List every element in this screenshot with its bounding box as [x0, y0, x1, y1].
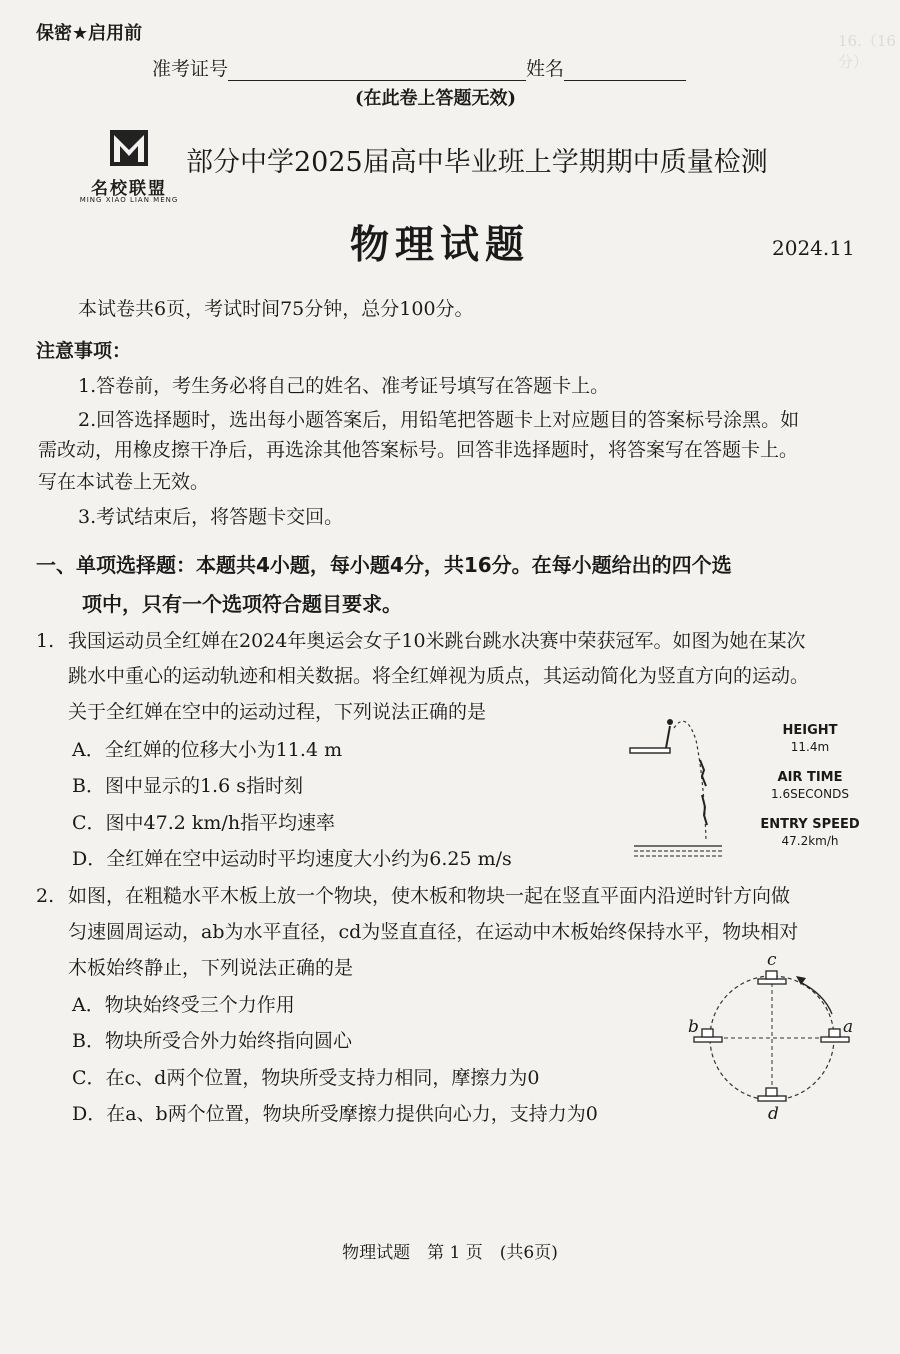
board-d: [758, 1088, 786, 1101]
note-item-1: 1.答卷前，考生务必将自己的姓名、准考证号填写在答题卡上。: [78, 375, 610, 397]
entry-speed-value: 47.2km/h: [781, 834, 839, 848]
airtime-stat: [740, 770, 880, 802]
arrowhead-icon: [796, 976, 806, 985]
trajectory-path: [674, 721, 706, 840]
diver-figure: [666, 726, 670, 748]
q1-option-d: D．全红婵在空中运动时平均速度大小约为6.25 m/s: [72, 848, 512, 870]
label-a: a: [843, 1017, 854, 1037]
height-value: 11.4m: [790, 740, 830, 754]
logo: [74, 126, 184, 208]
board-c: [758, 971, 786, 984]
airtime-label: AIR TIME: [777, 770, 843, 785]
q2-option-b: B．物块所受合外力始终指向圆心: [72, 1030, 352, 1052]
diving-figure: [624, 700, 734, 865]
note-item-2-line-3: 写在本试卷上无效。: [38, 471, 210, 493]
entry-speed-stat: [740, 817, 880, 849]
q2-stem-line-3: 木板始终静止，下列说法正确的是: [68, 957, 354, 979]
note-item-3: 3.考试结束后，将答题卡交回。: [78, 506, 344, 528]
q2-option-d: D．在a、b两个位置，物块所受摩擦力提供向心力，支持力为0: [72, 1103, 598, 1125]
q1-option-c: C．图中47.2 km/h指平均速率: [72, 812, 336, 834]
airtime-value: 1.6SECONDS: [771, 787, 849, 801]
exam-id-row: [152, 57, 686, 81]
exam-date: 2024.11: [772, 236, 855, 260]
subject-title: 物理试题: [350, 222, 531, 268]
q1-stem-line-1: 我国运动员全红婵在2024年奥运会女子10米跳台跳水决赛中荣获冠军。如图为她在某次: [68, 630, 806, 652]
q2-option-a: A．物块始终受三个力作用: [72, 994, 295, 1016]
page-footer: 物理试题 第 1 页 (共6页): [342, 1243, 558, 1263]
q1-stem-line-2: 跳水中重心的运动轨迹和相关数据。将全红婵视为质点，其运动简化为竖直方向的运动。: [68, 665, 810, 687]
q1-stem-line-3: 关于全红婵在空中的运动过程，下列说法正确的是: [68, 701, 487, 723]
height-stat: [740, 723, 880, 755]
bleed-through-text: 16.（16分）: [838, 32, 896, 71]
note-item-2-line-2: 需改动，用橡皮擦干净后，再选涂其他答案标号。回答非选择题时，将答案写在答题卡上。: [38, 439, 799, 461]
confidential-label: 保密★启用前: [36, 23, 143, 44]
exam-id-label: 准考证号: [152, 58, 229, 80]
logo-cn-text: 名校联盟: [91, 179, 167, 199]
diver-head: [667, 719, 673, 725]
q1-option-a: A．全红婵的位移大小为11.4 m: [72, 739, 343, 761]
diver-motion-figure: [700, 760, 707, 825]
q2-stem-line-2: 匀速圆周运动，ab为水平直径，cd为竖直直径，在运动中木板始终保持水平，物块相对: [68, 921, 799, 943]
name-field[interactable]: [564, 60, 686, 81]
label-c: c: [767, 950, 777, 970]
exam-id-field[interactable]: [228, 60, 526, 81]
height-label: HEIGHT: [782, 723, 838, 738]
logo-mark-icon: [74, 126, 184, 174]
note-item-2-line-1: 2.回答选择题时，选出每小题答案后，用铅笔把答题卡上对应题目的答案标号涂黑。如: [78, 409, 800, 431]
diving-platform: [630, 748, 670, 753]
section-heading-line-2: 项中，只有一个选项符合题目要求。: [82, 592, 402, 616]
answer-notice: (在此卷上答题无效): [355, 88, 517, 109]
q2-stem-line-1: 如图，在粗糙水平木板上放一个物块，使木板和物块一起在竖直平面内沿逆时针方向做: [68, 885, 791, 907]
logo-en-text: MING XIAO LIAN MENG: [79, 196, 179, 204]
label-d: d: [768, 1104, 779, 1124]
q2-option-c: C．在c、d两个位置，物块所受支持力相同，摩擦力为0: [72, 1067, 540, 1089]
section-heading-line-1: 一、单项选择题：本题共4小题，每小题4分，共16分。在每小题给出的四个选: [36, 553, 732, 577]
q1-number: 1.: [36, 630, 55, 652]
notes-heading: 注意事项：: [36, 340, 132, 362]
q1-option-b: B．图中显示的1.6 s指时刻: [72, 775, 303, 797]
label-b: b: [688, 1017, 699, 1037]
exam-title: 部分中学2025届高中毕业班上学期期中质量检测: [186, 147, 768, 178]
q2-number: 2.: [36, 885, 55, 907]
name-label: 姓名: [526, 58, 565, 80]
entry-speed-label: ENTRY SPEED: [760, 817, 860, 832]
intro-text: 本试卷共6页，考试时间75分钟，总分100分。: [78, 298, 474, 320]
